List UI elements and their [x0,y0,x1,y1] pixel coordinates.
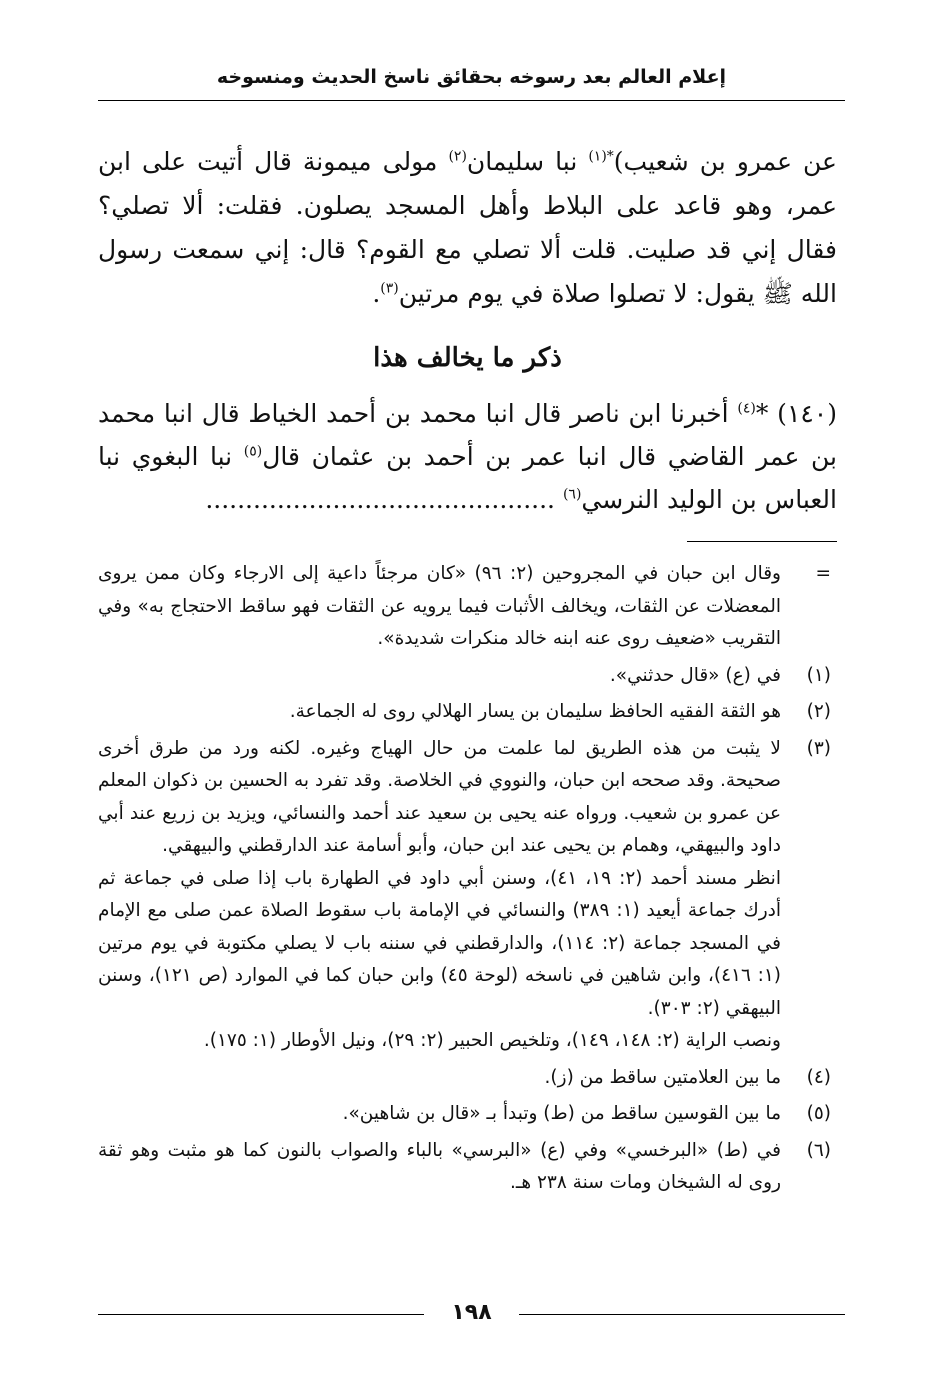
header-rule [98,100,845,101]
footnote-number: (٣) [806,737,831,759]
continuation-dots: ............................................ [205,485,563,514]
text-segment: نبا سليمان [466,147,589,176]
footnote-text: ما بين العلامتين ساقط من (ز). [544,1066,781,1088]
footnote-number: (٥) [806,1103,831,1124]
footnote-text-group [98,733,781,1058]
main-text-block-1 [98,140,837,316]
footnote-text: انظر مسند أحمد (٢: ١٩، ٤١)، وسنن أبي داود في الطهارة باب إذا صلى في جماعة ثم أدرك جماعة أيعيد (١: ٣٨٩) والنسائي في الإمامة باب سقوط الصلاة عمن صلى مع الإمام في المسجد جماعة (٢: ١١٤)، والدارقطني في سننه باب لا يصلي مكتوبة في يوم مرتين (١: ٤١٦)، وابن شاهين في ناسخه (لوحة ٤٥) وابن حبان كما في الموارد (ص ١٢١)، وسنن البيهقي (٢: ٣٠٣). [98,867,782,1019]
page-number: ١٩٨ [451,1300,492,1325]
footnote-ref-4[interactable]: (٤) [737,400,756,417]
footnote-item [98,696,831,729]
footnote-ref-6[interactable]: (٦) [562,486,582,503]
footnote-text: في (ط) «البرخسي» وفي (ع) «البرسي» بالباء والصواب بالنون كما هو مثبت وهو ثقة روى له الشيخان ومات سنة ٢٣٨ هـ. [98,1139,781,1193]
footnote-item [98,1135,831,1200]
footer-rule-left [98,1314,424,1315]
footnotes-section [98,558,831,1204]
footnote-number: (١) [806,664,831,686]
section-heading: ذكر ما يخالف هذا [373,343,562,373]
footnote-ref-3[interactable]: (٣) [380,280,399,297]
footnote-item [98,1062,831,1095]
footnote-text: ما بين القوسين ساقط من (ط) وتبدأ بـ «قال بن شاهين». [342,1103,781,1124]
footnote-rule [687,541,837,542]
text-segment: مولى ميمونة قال أتيت على ابن عمر، وهو قاعد على البلاط وأهل المسجد يصلون. فقلت: ألا تصلي؟ فقال إني قد صليت. قلت ألا تصلي مع القوم؟ قال: إني سمعت رسول الله ﷺ يقول: لا تصلوا صلاة في يوم مرتين [98,147,837,308]
footnote-ref-5[interactable]: (٥) [243,443,263,460]
continuation-marker: = [815,563,831,584]
text-segment: نبا البغوي نبا العباس بن الوليد النرسي [98,442,837,514]
footnote-text: لا يثبت من هذه الطريق لما علمت من حال الهياج وغيره. لكنه ورد من طرق أخرى صحيحة. وقد صححه ابن حبان، والنووي في الخلاصة. وقد تفرد به الحسين بن ذكوان المعلم عن عمرو بن شعيب. ورواه عنه يحيى بن سعيد عند أحمد والنسائي، ويزيد بن زريع عند أبي داود والبيهقي، وهمام بن يحيى عند ابن حبان، وأبو أسامة عند الدارقطني والبيهقي. [98,737,781,856]
main-text-block-2 [98,392,837,521]
footnote-number: (٤) [806,1066,831,1088]
footnote-ref-2[interactable]: (٢) [448,148,467,165]
footnote-number: (٢) [806,701,831,722]
paragraph-isnad [98,392,837,521]
footnote-item [98,1098,831,1131]
footnote-item [98,733,831,1058]
footnote-text: في (ع) «قال حدثني». [609,664,781,686]
footnote-text: هو الثقة الفقيه الحافظ سليمان بن يسار الهلالي روى له الجماعة. [289,701,781,722]
page-footer [98,1300,845,1330]
text-segment: أخبرنا ابن ناصر قال انبا محمد بن أحمد الخياط قال انبا محمد بن عمر القاضي قال انبا عمر بن أحمد بن عثمان قال [98,399,837,471]
text-segment: عن عمرو بن شعيب) [613,147,837,176]
footnote-continuation [98,558,831,656]
footnote-ref-1[interactable]: *(١) [588,148,614,165]
footnote-text: وقال ابن حبان في المجروحين (٢: ٩٦) «كان مرجئاً داعية إلى الارجاء وكان ممن يروى المعضلات عن الثقات، ويخالف الأثبات فيما يرويه عن الثقات فهو ساقط الاحتجاج به» وفي التقريب «ضعيف روى عنه ابنه خالد منكرات شديدة». [98,563,781,649]
footnote-item [98,660,831,693]
footnote-number: (٦) [806,1139,831,1161]
hadith-number: (١٤٠) * [755,399,837,428]
paragraph-hadith [98,140,837,316]
text-segment: . [372,279,381,308]
running-header: إعلام العالم بعد رسوخه بحقائق ناسخ الحديث ومنسوخه [216,66,727,88]
footnote-text: ونصب الراية (٢: ١٤٨، ١٤٩)، وتلخيص الحبير (٢: ٢٩)، ونيل الأوطار (١: ١٧٥). [203,1030,781,1051]
